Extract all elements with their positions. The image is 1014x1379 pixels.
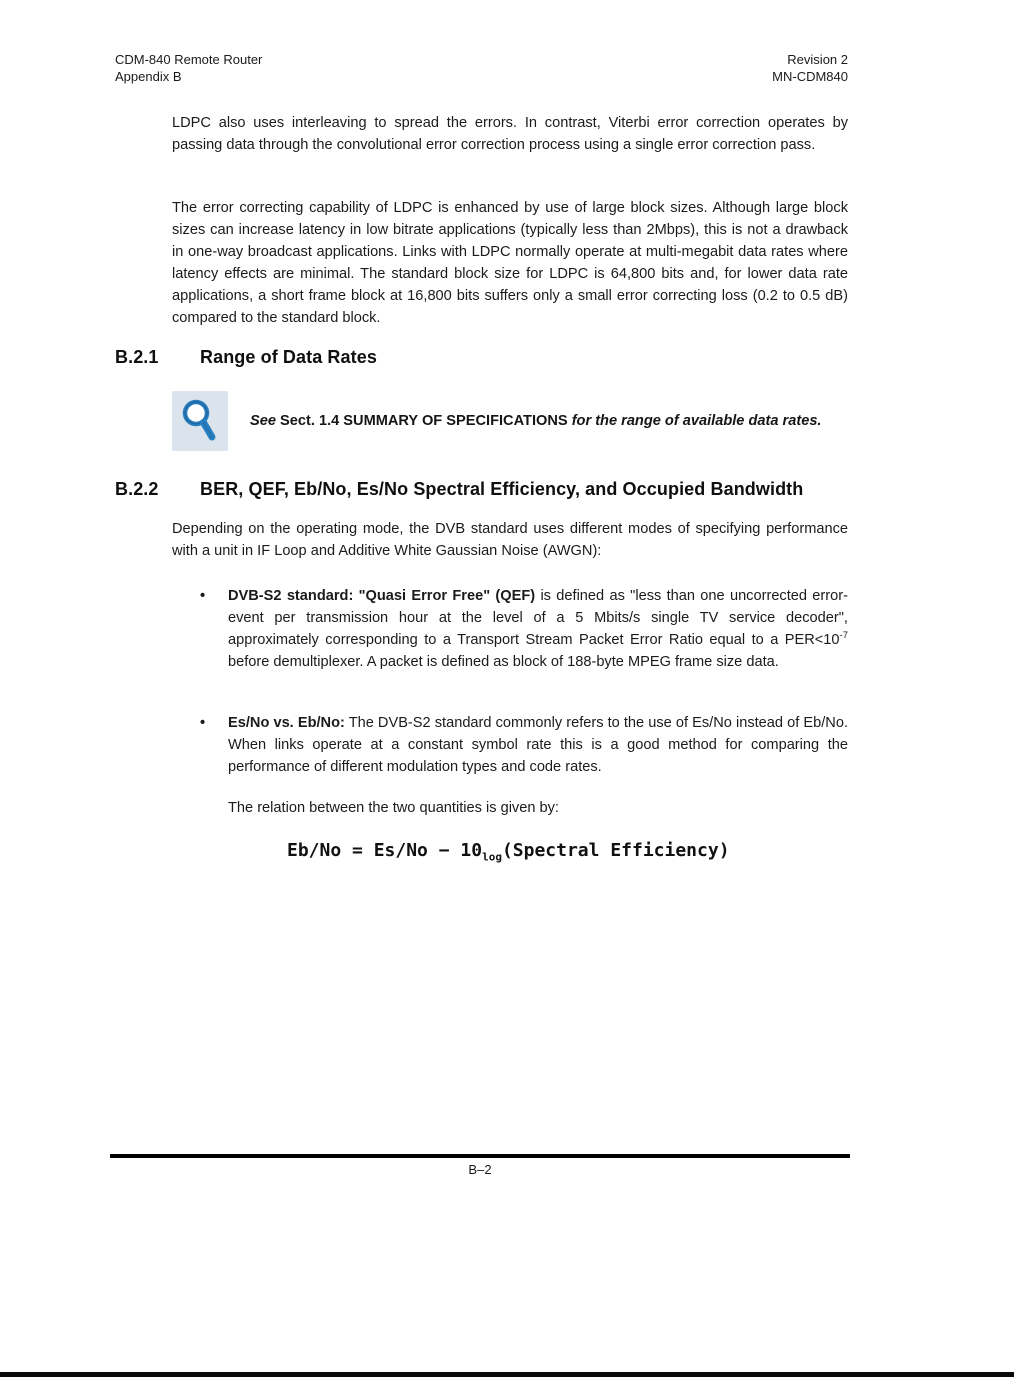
bullet-body: The DVB-S2 standard commonly refers to the use of Es/No instead of Eb/No. When links operate at a constant symbol rate this is a good method for comparing the performance of different modulation types and code rates. <box>228 715 848 775</box>
section-heading-b21 <box>115 347 875 368</box>
header-part-number: MN-CDM840 <box>772 69 848 84</box>
bullet-marker: • <box>200 715 206 731</box>
note-see: See <box>250 413 281 429</box>
section-title: Range of Data Rates <box>200 347 377 367</box>
header-appendix-label: Appendix B <box>115 69 182 84</box>
header-document-title: CDM-840 Remote Router <box>115 52 263 67</box>
section-number: B.2.2 <box>115 479 159 499</box>
bullet-dvbs2-standard <box>200 585 848 673</box>
paragraph-dvb-modes-intro: Depending on the operating mode, the DVB standard uses different modes of specifying performance with a unit in IF Loop and Additive White Gaussian Noise (AWGN): <box>172 521 848 559</box>
page-header-left <box>115 51 262 85</box>
bullet-marker: • <box>200 588 206 604</box>
bullet-text <box>228 712 848 778</box>
header-revision-label: Revision 2 <box>787 52 848 67</box>
magnifier-icon <box>179 398 221 444</box>
footer-page-number: B–2 <box>468 1162 492 1177</box>
section-title: BER, QEF, Eb/No, Es/No Spectral Efficiency, and Occupied Bandwidth <box>200 479 804 499</box>
formula-right: (Spectral Efficiency) <box>501 840 730 861</box>
paragraph-relation-intro: The relation between the two quantities is given by: <box>228 800 559 816</box>
footer-rule <box>110 1154 850 1158</box>
note-reference <box>250 411 855 431</box>
bullet-lead: DVB-S2 standard: "Quasi Error Free" (QEF) <box>228 588 536 604</box>
bullet-body: is defined as "less than one uncorrected error-event per transmission hour at the level of a 5 Mbits/s single TV service decoder", approximately corresponding to a Transport Stream Packet Error Ratio equal to a PER<10 <box>228 588 848 648</box>
ebno-esno-formula <box>287 840 730 864</box>
note-section-ref: Sect. 1.4 SUMMARY OF SPECIFICATIONS <box>280 413 572 429</box>
per-exponent: -7 <box>839 630 848 642</box>
bullet-lead: Es/No vs. Eb/No: <box>228 715 345 731</box>
paragraph-ldpc-interleaving: LDPC also uses interleaving to spread the errors. In contrast, Viterbi error correction operates by passing data through the convolutional error correction process using a single error correction pass. <box>172 115 848 153</box>
section-number: B.2.1 <box>115 347 159 367</box>
bullet-body-cont: before demultiplexer. A packet is defined as block of 188-byte MPEG frame size data. <box>228 654 779 670</box>
bullet-text <box>228 585 848 673</box>
paragraph-block-sizes: The error correcting capability of LDPC is enhanced by use of large block sizes. Although large block sizes can increase latency in low bitrate applications (typically less than 2Mbps), this is not a drawback in one-way broadcast applications. Links with LDPC normally operate at multi-megabit data rates where latency effects are minimal. The standard block size for LDPC is 64,800 bits and, for lower data rate applications, a short frame block at 16,800 bits suffers only a small error correcting loss (0.2 to 0.5 dB) compared to the standard block. <box>172 200 848 326</box>
page-header-right <box>772 51 848 85</box>
bullet-esno-vs-ebno <box>200 712 848 778</box>
bottom-edge-bar <box>0 1372 1014 1377</box>
note-rest: for the range of available data rates. <box>571 413 822 429</box>
formula-left: Eb/No = Es/No − 10 <box>287 840 483 861</box>
note-icon-box <box>172 391 228 451</box>
section-heading-b22 <box>115 479 895 500</box>
formula-subscript-log: log <box>482 850 502 864</box>
